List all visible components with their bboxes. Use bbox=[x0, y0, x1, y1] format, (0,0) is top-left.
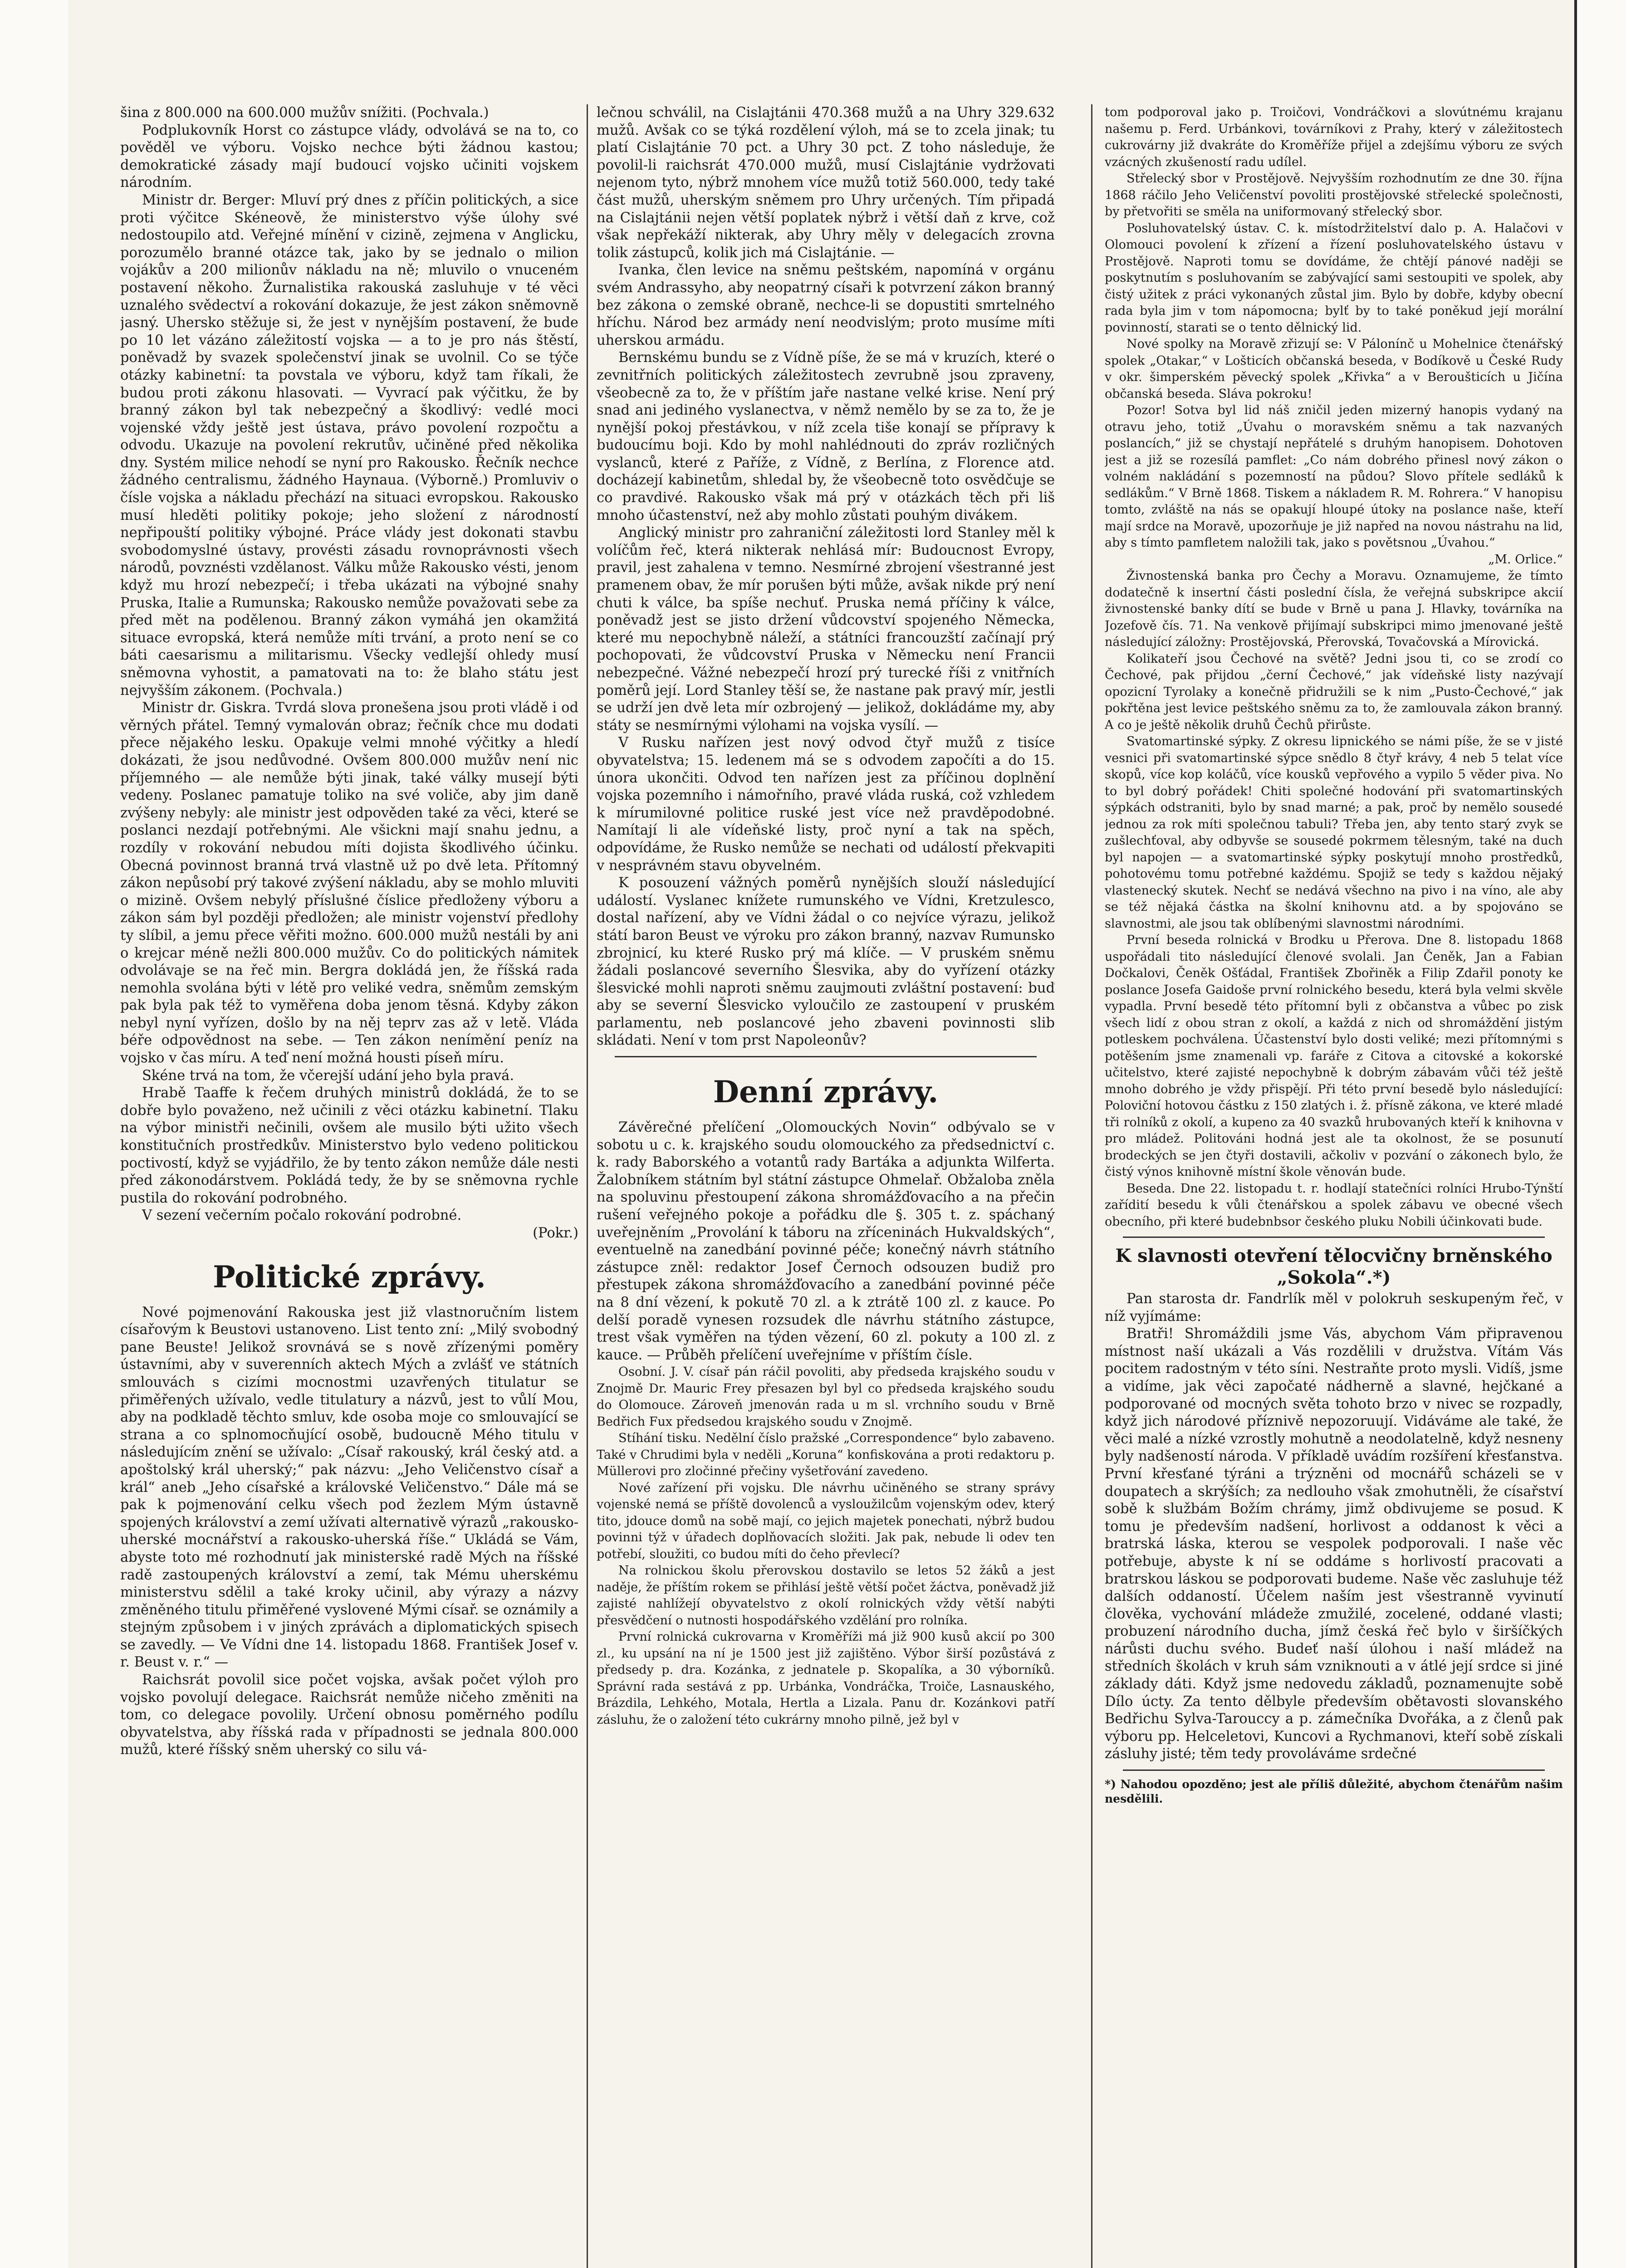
paragraph: Bernskému bundu se z Vídně píše, že se má v kruzích, které o zevnitřních politických záležitostech zevrubně jsou zpraveny, všeobecně za to, že v příštím jaře nastane velké krise. Není prý snad ani jediného vyslanectva, v němž nemělo by se za to, že je nynější pokoj přestávkou, v níž zcela tiše konají se přípravy k budoucímu boji. Kdo by mohl nahlédnouti do zpráv rozličných vyslanců, které z Paříže, z Vídně, z Berlína, z Florence atd. docházejí kabinetům, shledal by, že všeobecně toto osvědčuje se co pravdivé. Rakousko však má prý v otázkách těch při liš mnoho účastenství, než aby mohlo zůstati pouhým divákem. bbox=[597, 350, 1055, 523]
paragraph: V Rusku nařízen jest nový odvod čtyř mužů z tisíce obyvatelstva; 15. ledenem má se s odvodem započíti a do 15. února ukončiti. Odvod ten nařízen jest za příčinou doplnění vojska pozemního i námořního, pravé vláda ruská, což vzhledem k mírumilovné politice ruské jest více než pravděpodobné. Namítají li ale vídeňské listy, proč nyní a tak na spěch, odpovídáme, že Rusko nemůže se nechati od událostí překvapiti v nesprávném stavu obyvelném. bbox=[597, 735, 1055, 874]
column-1 bbox=[120, 104, 578, 2268]
paragraph: Stíhání tisku. Nedělní číslo pražské „Correspondence“ bylo zabaveno. Také v Chrudimi byla v neděli „Koruna“ konfiskována a proti redaktoru p. Müllerovi pro zločinné přečiny vyšetřování zavedeno. bbox=[597, 1431, 1055, 1479]
section-rule bbox=[615, 1056, 1037, 1057]
paragraph: Ministr dr. Berger: Mluví prý dnes z příčin politických, a sice proti výčitce Skéneově, že ministerstvo výše úlohy své nedostoupilo atd. Veřejné mínění v cizině, zejmena v Anglicku, porozumělo branné otázce tak, jako by se jednalo o milion vojákův a 200 milionův nákladu na ně; mluvilo o vnuceném postavení někoho. Žurnalistika rakouská zasluhuje v té věci uznalého svědectví a rokování dokazuje, že jest zákon sněmovně jasný. Uhersko stěžuje si, že jest v nynějším postavení, že bude po 10 let vázáno záležitostí vojska — a to je pro nás štěstí, poněvadž by svazek společenství jinak se uvolnil. Co se týče otázky kabinetní: ta povstala ve výboru, když tam říkali, že budou proti zákonu hlasovati. — Vyvrací pak výčitku, že by branný zákon byl tak nebezpečný a škodlivý: vedlé moci vojenské vždy ještě jest ústava, právo povolení rozpočtu a odvodu. Ukazuje na povolení rekrutův, učiněné před několika dny. Systém milice nehodí se nyní pro Rakousko. Řečník nechce žádného centralismu, žádného Haynaua. (Výborně.) Promluviv o čísle vojska a nákladu přechází na situaci evropskou. Rakousko musí hleděti politiky pokoje; jeho složení z národností nepřipouští politiky výbojné. Práce vlády jest dokonati stavbu svobodomyslné ústavy, provésti zásadu rovnoprávnosti všech národů, povznésti vzdělanost. Válku může Rakousko vésti, jenom když mu hrozí nebezpečí; i třeba ukázati na výbojné snahy Pruska, Italie a Rumunska; Rakousko nemůže považovati sebe za před mět na podělenou. Branný zákon vymáhá jen okamžitá situace evropská, která nemůže míti trvání, a proto není se co báti caesarismu a militarismu. Všecky vedlejší ohledy musí sněmovna vyhostit, a pamatovati na to: že blaho státu jest nejvyšším zákonem. (Pochvala.) bbox=[120, 192, 578, 699]
paragraph: Posluhovatelský ústav. C. k. místodržitelství dalo p. A. Halačovi v Olomouci povolení k zřízení a řízení posluhovatelského ústavu v Prostějově. Naproti tomu se dovídáme, že chtějí pánové naději se poskytnutím s posluhovaním se zabývající sami sestoupiti ve spolek, aby čistý užitek z práci vykonaných zůstal jim. Bylo by dobře, kdyby obecní rada byla jim v tom nápomocna; bylť by to také poněkud její morální povinností, starati se o tento dělnický lid. bbox=[1105, 221, 1563, 335]
paragraph: Nové pojmenování Rakouska jest již vlastnoručním listem císařovým k Beustovi ustanoveno. List tento zní: „Milý svobodný pane Beuste! Jelikož srovnává se s nově zřízenými poměry ústavními, aby v suverenních aktech Mých a zvlášť ve státních smlouvách s cizími mocnostmi uzavřených titulatur se přiměřených užívalo, vedle titulatury a názvů, jest to vůlí Mou, aby na podkladě těchto smluv, kde osoba moje co smlouvající se strana a co splnomocňující osobě, budoucně Mého titulu v následujícím znění se užívalo: „Císař rakouský, král český atd. a apoštolský král uherský;“ pak názvu: „Jeho Veličenstvo císař a král“ aneb „Jeho císařské a královské Veličenstvo.“ Dále má se pak k pojmenování celku všech pod žezlem Mým ústavně spojených království a zemí užívati alternativě výrazů „rakousko-uherské mocnářství a rakousko-uherská říše.“ Ukládá se Vám, abyste toto mé rozhodnutí jak ministerské radě Mých na říšské radě zastoupených království a zemí, tak Mému uherskému ministerstvu sdělil a také kroky učinil, aby výrazy a názvy změněného titulu přiměřené vyslovené Mými císař. se oznámily a stejným způsobem i v jiných zprávách a diplomatických spisech se zavedly. — Ve Vídni dne 14. listopadu 1868. František Josef v. r. Beust v. r.“ — bbox=[120, 1304, 578, 1671]
paragraph: Nové spolky na Moravě zřizují se: V Pálonínč u Mohelnice čtenářský spolek „Otakar,“ v Lošticích občanská beseda, v Bodíkově u České Rudy v okr. šimperském pěvecký spolek „Křivka“ a v Beroušticích u Jičína občanská beseda. Sláva pokroku! bbox=[1105, 337, 1563, 401]
paragraph: První rolnická cukrovarna v Kroměříži má již 900 kusů akcií po 300 zl., ku upsání na ní je 1500 jest již zajištěno. Výbor širší pozůstává z předsedy p. dra. Kozánka, z jednatele p. Skopalíka, a 30 výborníků. Správní rada sestává z pp. Urbánka, Vondráčka, Troiče, Lasnauského, Brázdila, Lehkého, Motala, Hertla a Lizala. Panu dr. Kozánkovi patří zásluhu, že o založení této cukrárny mnoho pilně, jež byl v bbox=[597, 1630, 1055, 1727]
paragraph: Pan starosta dr. Fandrlík měl v polokruh seskupeným řeč, v níž vyjímáme: bbox=[1105, 1291, 1563, 1325]
paragraph: První beseda rolnická v Brodku u Přerova. Dne 8. listopadu 1868 uspořádali tito následující členové svolali. Jan Čeněk, Jan a Fabian Dočkalovi, Čeněk Ošťádal, František Zbořiněk a Filip Zdařil ponoty ke poslance Josefa Gaidoše první rolnického besedu, která byla velmi skvěle vypadla. První besedě této přítomní byli z občanstva a vůbec po zisk všech lidí z obou stran z okolí, a každá z nich od shromáždění jistým potleskem pochválena. Účastenství bylo dosti veliké; mezi přítomnými s potěšením jsme znamenali vp. faráře z Citova a citovské a kokorské učitelstvo, které zajisté nepochybně k dobrým zábavám vůči též ještě mnoho dobrého je vždy přispějí. Při této první besedě bylo následující: Poloviční hotovou částku z 150 zlatých i. ž. přísně zákona, ve které mladé tři rolníků z okolí, a kupeno za 40 svazků hrubovaných kteří k knihovna v pro mládež. Politováni hodná jest ale ta okolnost, že se posunutí brodeckých se jen čtyři dostavili, ačkoliv v pozvání o zákonech bylo, že čistý výnos knihovně místní škole věnován bude. bbox=[1105, 933, 1563, 1179]
section-heading-sokol: K slavnosti otevření tělocvičny brněnského „Sokola“.*) bbox=[1115, 1245, 1553, 1288]
paragraph: Na rolnickou školu přerovskou dostavilo se letos 52 žáků a jest naděje, že příštím rokem se přihlásí ještě větší počet žáctva, poněvadž již zajisté nahlížejí obyvatelstvo z okolí rolnických vždy větší nabýti přesvědčení o nutnosti hospodářského vzdělání pro rolníka. bbox=[597, 1564, 1055, 1628]
paragraph: Svatomartinské sýpky. Z okresu lipnického se námi píše, že se v jisté vesnici při svatomartinské sýpce snědlo 8 čtyř krávy, 4 neb 5 telat více skopů, více kop koláčů, více kousků vepřového a vypilo 5 věder piva. No to byl dobrý pořádek! Chiti společné hodování při svatomartinských sýpkách odstraniti, bylo by snad marné; a pak, proč by nemělo sousedé jednou za rok míti společnou tabuli? Třeba jen, aby tento starý zvyk se zušlechťoval, aby odbyvše se sousedé pokrmem tělesným, také na duch byl napojen — a svatomartinské sýpky poskytují mnoho prostředků, pohotovému tomu potřebné každému. Spojiž se tedy s každou nějaký vlastenecký skutek. Nechť se nedává všechno na pivo i na víno, ale aby se též nějaká částka na školní knihovnu atd. a by spojováno se slavnostmi, ale jsou tak oblíbenými slavnostmi národními. bbox=[1105, 734, 1563, 931]
paragraph: Hrabě Taaffe k řečem druhých ministrů dokládá, že to se dobře bylo považeno, než učinili z věci otázku kabinetní. Tlaku na výbor ministři nečinili, ovšem ale musilo býti užito všech konstitučních prostředkův. Ministerstvo bylo vedeno politickou poctivostí, když se vyjádřilo, že by tento zákon nemůže dále nesti před zákonodárstvem. Pokládá tedy, že by se sněmovna rychle pustila do rokování podrobného. bbox=[120, 1085, 578, 1206]
page-right-edge bbox=[1574, 0, 1626, 2268]
paragraph: Ivanka, člen levice na sněmu peštském, napomíná v orgánu svém Andrassyho, aby neopatrný císaři k potvrzení zákon branný bez zákona o zemské obraně, nechce-li se dopustiti smrtelného hříchu. Národ bez armády není neodvislým; proto musíme míti uherskou armádu. bbox=[597, 262, 1055, 348]
paragraph: Skéne trvá na tom, že včerejší udání jeho byla pravá. bbox=[142, 1067, 514, 1084]
paragraph: (Pokr.) bbox=[533, 1225, 578, 1241]
paragraph: Pozor! Sotva byl lid náš zničil jeden mizerný hanopis vydaný na otravu jeho, totiž „Úvahu o moravském sněmu a tak nazvaných poslancích,“ již se chystají nepřátelé s druhým hanopisem. Dohotoven jest a již se rozesílá pamflet: „Co nám dobrého přinesl nový zákon o volném nakládání s pozemností na půdou? Slovo přítele sedláků k sedlákům.“ V Brně 1868. Tiskem a nákladem R. M. Rohrera.“ V hanopisu tomto, zvláště na nás se opakují hloupé útoky na poslance naše, kteří mají srdce na Moravě, upozorňuje je již napřed na novou nástrahu na lid, aby s tímto pamfletem naložili tak, jako s povětsnou „Úvahou.“ bbox=[1105, 403, 1563, 550]
paragraph: Závěrečné přelíčení „Olomouckých Novin“ odbývalo se v sobotu u c. k. krajského soudu olomouckého za předsednictví c. k. rady Baborského a votantů rady Bartáka a adjunkta Wilferta. Žalobníkem státním byl státní zástupce Ohmelař. Obžaloba zněla na spoluvinu přestoupení zákona shromážďovacího a na přečin rušení veřejného pokoje a pořádku dle §. 305 t. z. spáchaný uveřejněním „Provolání k táboru na zříceninách Hukvaldských“, eventuelně na zanedbání povinné péče; konečný návrh státního zástupce zněl: redaktor Josef Černoch odsouzen budiž pro přestupek zákona shromážďovacího a zanedbání povinné péče na 8 dní vězení, k pokutě 70 zl. a k ztrátě 100 zl. z kauce. Po delší poradě vynesen rozsudek dle návrhu státního zástupce, trest však vyměřen na týden vězení, 60 zl. pokuty a 100 zl. z kauce. — Průběh přelíčení uveřejníme v příštím čísle. bbox=[597, 1119, 1055, 1363]
paragraph: Střelecký sbor v Prostějově. Nejvyšším rozhodnutím ze dne 30. října 1868 ráčilo Jeho Veličenství povoliti prostějovské střelecké společnosti, by přetvořiti se směla na uniformovaný střelecký sbor. bbox=[1105, 171, 1563, 219]
paragraph: Ministr dr. Giskra. Tvrdá slova pronešena jsou proti vládě i od věrných přátel. Temný vymalován obraz; řečník chce mu dodati přece nějakého lesku. Opakuje velmi mnohé výčitky a hledí dokázati, že jsou nedůvodné. Ovšem 800.000 mužův není nic příjemného — ale nemůže býti jinak, také války musejí býti vedeny. Poslanec pamatuje toliko na své voliče, aby jim daně zvýšeny nebyly: ale ministr jest odpověden také za věci, které se poslanci nezdají potřebnými. Ale všickni mají snahu jednu, a rozdíly v rokování nebudou míti dojista škodlivého účinku. Obecná povinnost branná trvá vlastně už po dvě leta. Přítomný zákon nepůsobí prý takové zvýšení nákladu, aby se mohlo mluviti o mizině. Ovšem nebylý příslušné číslice předloženy výboru a zákon sám byl později předložen; ale ministr vojenství předlohy ty slíbil, a jemu přece věřiti možno. 600.000 mužů nestáli by ani o krejcar méně nežli 800.000 mužův. Co do politických námitek odvolávaje se na řeč min. Bergra dokládá jen, že říšská rada nemohla svolána býti v létě pro veliké vedra, sněmům zemským pak byla pak též to vyměřena doba jenom těsná. Kdyby zákon nebyl nyní vyřízen, došlo by na něj teprv zas až v letě. Vláda béře odpovědnost na sebe. — Ten zákon nenímění peníz na vojsko v čas míru. A teď není možná housti píseň míru. bbox=[120, 700, 578, 1066]
column-divider bbox=[1091, 104, 1092, 2268]
paragraph: Anglický ministr pro zahraniční záležitosti lord Stanley měl k volíčům řeč, která nikterak nehlásá mír: Budoucnost Evropy, pravil, jest zahalena v temno. Nesmírné zbrojení všestranné jest pramenem obav, že mír porušen býti může, avšak nikde prý není chuti k válce, ba spíše nechuť. Pruska nemá příčiny k válce, poněvadž jest se jisto držení vůdcovství spojeného Německa, které mu nepochybně náleží, a státníci francouzští začínají prý pochopovati, že vůdcovství Pruska v Německu není Francii nebezpečné. Vážné nebezpečí hrozí prý turecké říši z vnitřních poměrů její. Lord Stanley těší se, že nastane pak pravý mír, jestli se udrží jen dvě leta mír ozbrojený — jelikož, dokládáme my, aby státy se nesmírnými výlohami na vojska vysílí. — bbox=[597, 525, 1055, 733]
paragraph: tom podporoval jako p. Troičovi, Vondráčkovi a slovútnému krajanu našemu p. Ferd. Urbánkovi, továrníkovi z Prahy, který v záležitostech cukrovárny již dvakráte do Kroměříže přijel a zdejšímu výboru ze svých vzácných zkušeností radu udílel. bbox=[1105, 105, 1563, 169]
paragraph: Živnostenská banka pro Čechy a Moravu. Oznamujeme, že tímto dodatečně k insertní části poslední čísla, že veřejná subskripce akcií živnostenské banky dítí se bude v Brně u pana J. Hlavky, továrníka na Jozefově čís. 71. Na venkově přijímají subskripci mimo jmenované ještě následující záložny: Prostějovská, Přerovská, Tovačovská a Mírovická. bbox=[1105, 569, 1563, 649]
paragraph: Podplukovník Horst co zástupce vlády, odvolává se na to, co pověděl ve výboru. Vojsko nechce býti žádnou kastou; demokratické zásady mají budoucí vojsko učiniti vojskem národním. bbox=[120, 122, 578, 191]
page-left-margin bbox=[0, 0, 68, 2268]
paragraph: K posouzení vážných poměrů nynějších slouží následující událostí. Vyslanec knížete rumunského ve Vídni, Kretzulesco, dostal nařízení, aby ve Vídni žádal o co nejvíce výrazu, jelikož státí baron Beust ve výroku pro zákon branný, nazvav Rumunsko zbrojnicí, ku které Rusko prý má klíče. — V pruském sněmu žádali poslancové severního Šlesvika, aby do vyřízení otázky šlesvické mohli naproti sněmu zaujmouti zvláštní postavení: buď aby se severní Šlesvicko vyloučilo ze zastoupení v pruském parlamentu, neb poslancové jeho zbaveni povinnosti slib skládati. Není v tom prst Napoleonův? bbox=[597, 875, 1055, 1049]
column-3 bbox=[1105, 104, 1563, 2268]
paragraph: lečnou schválil, na Cislajtánii 470.368 mužů a na Uhry 329.632 mužů. Avšak co se týká rozdělení výloh, má se to zcela jinak; tu platí Cislajtánie 70 pct. a Uhry 30 pct. Z toho následuje, že povolil-li raichsrát 470.000 mužů, musí Cislajtánie vydržovati nejenom tyto, nýbrž mnohem více mužů totiž 560.000, tedy také část mužů, uherským sněmem pro Uhry určených. Tím připadá na Cislajtánii nejen větší poplatek nýbrž i větší daň z krve, což však nepřekáží nikterak, aby Uhry měly v delegacích zrovna tolik zástupců, kolik jich má Cislajtánie. — bbox=[597, 105, 1055, 261]
paragraph: Raichsrát povolil sice počet vojska, avšak počet výloh pro vojsko povolují delegace. Raichsrát nemůže ničeho změniti na tom, co delegace povolily. Určení obnosu poměrného podílu obyvatelstva, aby říšská rada v případnosti se jednala 800.000 mužů, které říšský sněm uherský co silu vá- bbox=[120, 1672, 578, 1758]
paragraph: Kolikateří jsou Čechové na světě? Jedni jsou ti, co se zrodí co Čechové, pak přijdou „černí Čechové,“ jak vídeňské listy nazývají opozicní Tyrolaky a konečně přidružili se k nim „Pusto-Čechové,“ jak pokřtěna jest levice peštského sněmu za to, že zamlouvala zákon branný. A co je ještě několik druhů Čechů přirůste. bbox=[1105, 651, 1563, 732]
paragraph: Osobní. J. V. císař pán ráčil povoliti, aby předseda krajského soudu v Znojmě Dr. Mauric Frey přesazen byl byl co předseda krajského soudu do Olomouce. Zároveň jmenován rada u m sl. vrchního soudu v Brně Bedřich Fux předsedou krajského soudu v Znojmě. bbox=[597, 1365, 1055, 1429]
column-2 bbox=[597, 104, 1055, 2268]
footnote: *) Nahodou opozděno; jest ale příliš důležité, abychom čtenářům našim nesdělili. bbox=[1105, 1778, 1563, 1806]
column-divider bbox=[587, 104, 588, 2268]
paragraph: Beseda. Dne 22. listopadu t. r. hodlají statečníci rolníci Hrubo-Týnští zařídití besedu k vůli čtenářskou a spolek zábavu ve obecné všech obecního, při které budebnbsor českého pluku Nobili účinkovati bude. bbox=[1105, 1181, 1563, 1229]
paragraph: V sezení večerním počalo rokování podrobné. bbox=[142, 1207, 462, 1224]
paragraph: Bratři! Shromáždili jsme Vás, abychom Vám připravenou místnost naší ukázali a Vás rozdělili v družstva. Vítám Vás pocitem radostným v této síni. Nestraňte proto mysli. Vidíš, jsme a vidíme, jak věci započaté nádherně a slavné, hejčkané a podporované od mocných světa tohoto brzo v nivec se rozpadly, když jich národové příznivě nepozoruují. Vidáváme ale také, že věci malé a nízké vzrostly mohutně a neodolatelně, když nesneny byly nadšeností národa. V příkladě uvádím rozšíření křesťanstva. První křesťané týráni a trýzněni od mocnářů scházeli se v doupatech a skrýších; za nedlouho však zmohutněli, že císařství sobě k službám Božím chrámy, jimž obdivujeme se posud. K tomu je především nadšení, horlivost a oddanost k věci a bratrská láska, kterou se vespolek podporovali. I naše věc potřebuje, abyste k ní se oddáme s horlivostí pracovati a bratrskou láskou se podporovati budeme. Naše věc zasluhuje též dalších oddaností. Účelem naším jest všestranně vyvinutí člověka, vychování mládeže zmužilé, zocelené, oddané vlasti; probuzení národního ducha, jímž česká řeč bylo v širšíčkých nárůsti duchu svého. Budeť naší úlohou i naší mládež na středních školách v kruh sám vzniknouti a v átlé její srdce si jiné základy dáti. Když jsme nedovedu základů, poznamenujte sobě Dílo úcty. Za tento dělbyle především obětavosti slovanského Bedřichu Sylva-Tarouccy a p. zámečníka Dvořáka, a z členů pak výboru pp. Helceletovi, Kuncovi a Rychmanovi, kteří sobě získali zásluhy jisté; těm tedy provoláváme srdečné bbox=[1105, 1326, 1563, 1762]
section-heading-daily-news: Denní zprávy. bbox=[713, 1074, 939, 1110]
paragraph: „M. Orlice.“ bbox=[1488, 552, 1563, 567]
paragraph: šina z 800.000 na 600.000 mužův snížiti. (Pochvala.) bbox=[120, 105, 489, 121]
footnote-rule bbox=[1123, 1769, 1545, 1771]
section-heading-political-news: Politické zprávy. bbox=[213, 1259, 486, 1295]
paragraph: Nové zařízení při vojsku. Dle návrhu učiněného se strany správy vojenské nemá se příště dovolenců a vysloužilcům vojenským odev, který tito, jdouce domů na sobě mají, co jejich majetek ponechati, nýbrž budou povinni týž v úřadech doplňovacích složiti. Jak pak, nebude li odev ten potřebí, sloužiti, co budou míti do čeho převlecí? bbox=[597, 1481, 1055, 1561]
section-rule bbox=[1123, 1237, 1545, 1238]
